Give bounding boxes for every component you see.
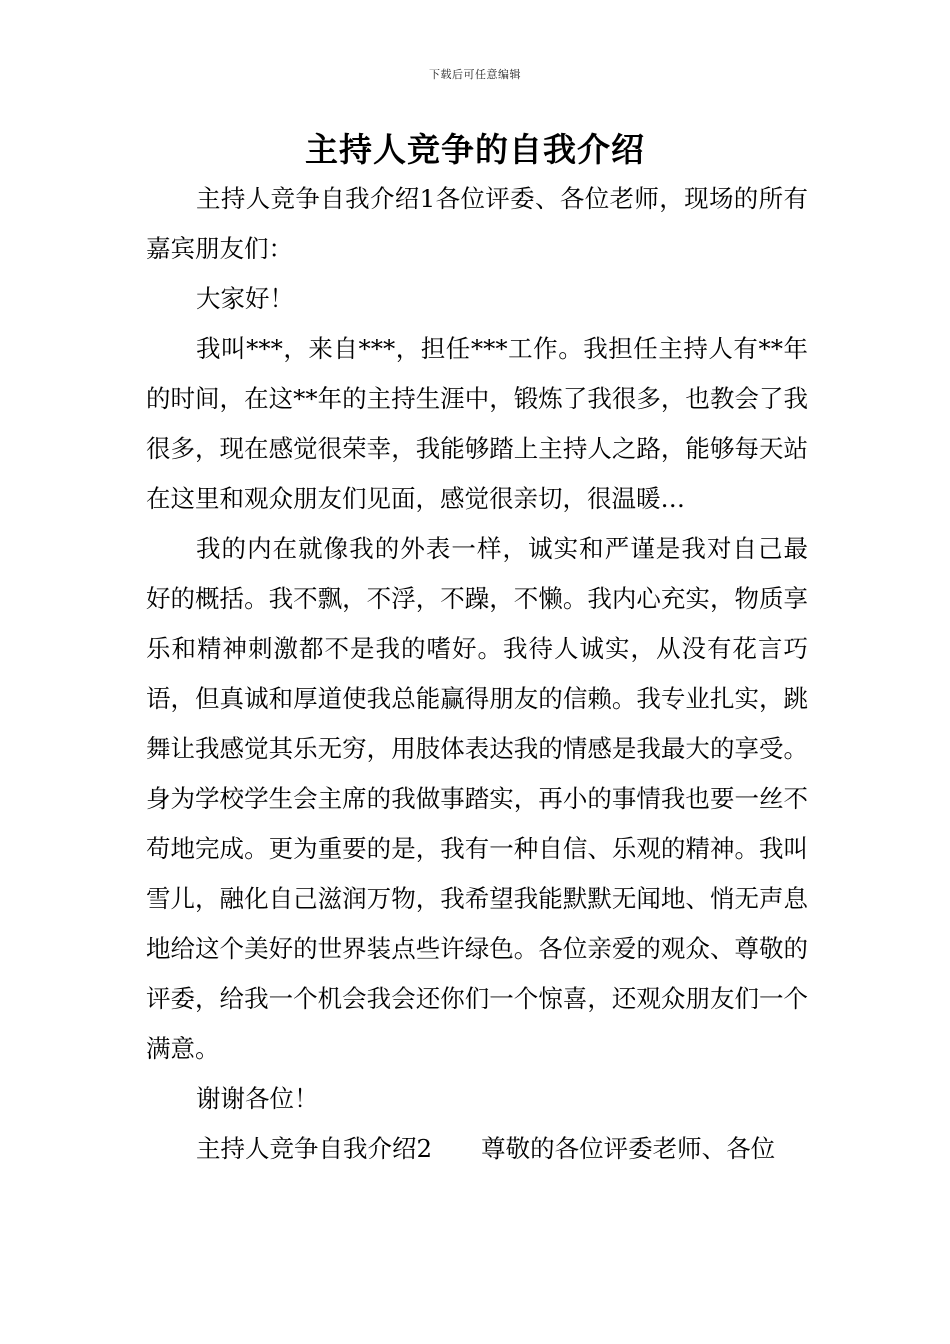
document-title: 主持人竞争的自我介绍 bbox=[305, 130, 645, 169]
paragraph-thanks: 谢谢各位！ bbox=[196, 1084, 319, 1113]
paragraph-greeting-line: 主持人竞争自我介绍1各位评委、各位老师，现场的所有嘉宾朋友们： bbox=[146, 184, 808, 263]
paragraph-hello: 大家好！ bbox=[196, 284, 294, 313]
header-note: 下载后可任意编辑 bbox=[429, 68, 521, 81]
paragraph-character: 我的内在就像我的外表一样，诚实和严谨是我对自己最好的概括。我不飘，不浮，不躁，不懒。我内心充实，物质享乐和精神刺激都不是我的嗜好。我待人诚实，从没有花言巧语，但真诚和厚道使我总能赢得朋友的信赖。我专业扎实，跳舞让我感觉其乐无穷，用肢体表达我的情感是我最大的享受。身为学校学生会主席的我做事踏实，再小的事情我也要一丝不苟地完成。更为重要的是，我有一种自信、乐观的精神。我叫雪儿，融化自己滋润万物，我希望我能默默无闻地、悄无声息地给这个美好的世界装点些许绿色。各位亲爱的观众、尊敬的评委，给我一个机会我会还你们一个惊喜，还观众朋友们一个满意。 bbox=[146, 534, 808, 1063]
paragraph-intro: 我叫***，来自***，担任***工作。我担任主持人有**年的时间，在这**年的主持生涯中，锻炼了我很多，也教会了我很多，现在感觉很荣幸，我能够踏上主持人之路，能够每天站在这里和观众朋友们见面，感觉很亲切，很温暖… bbox=[146, 334, 808, 513]
document-body bbox=[146, 174, 808, 1174]
paragraph-second-intro: 主持人竞争自我介绍2 尊敬的各位评委老师、各位 bbox=[196, 1134, 776, 1163]
